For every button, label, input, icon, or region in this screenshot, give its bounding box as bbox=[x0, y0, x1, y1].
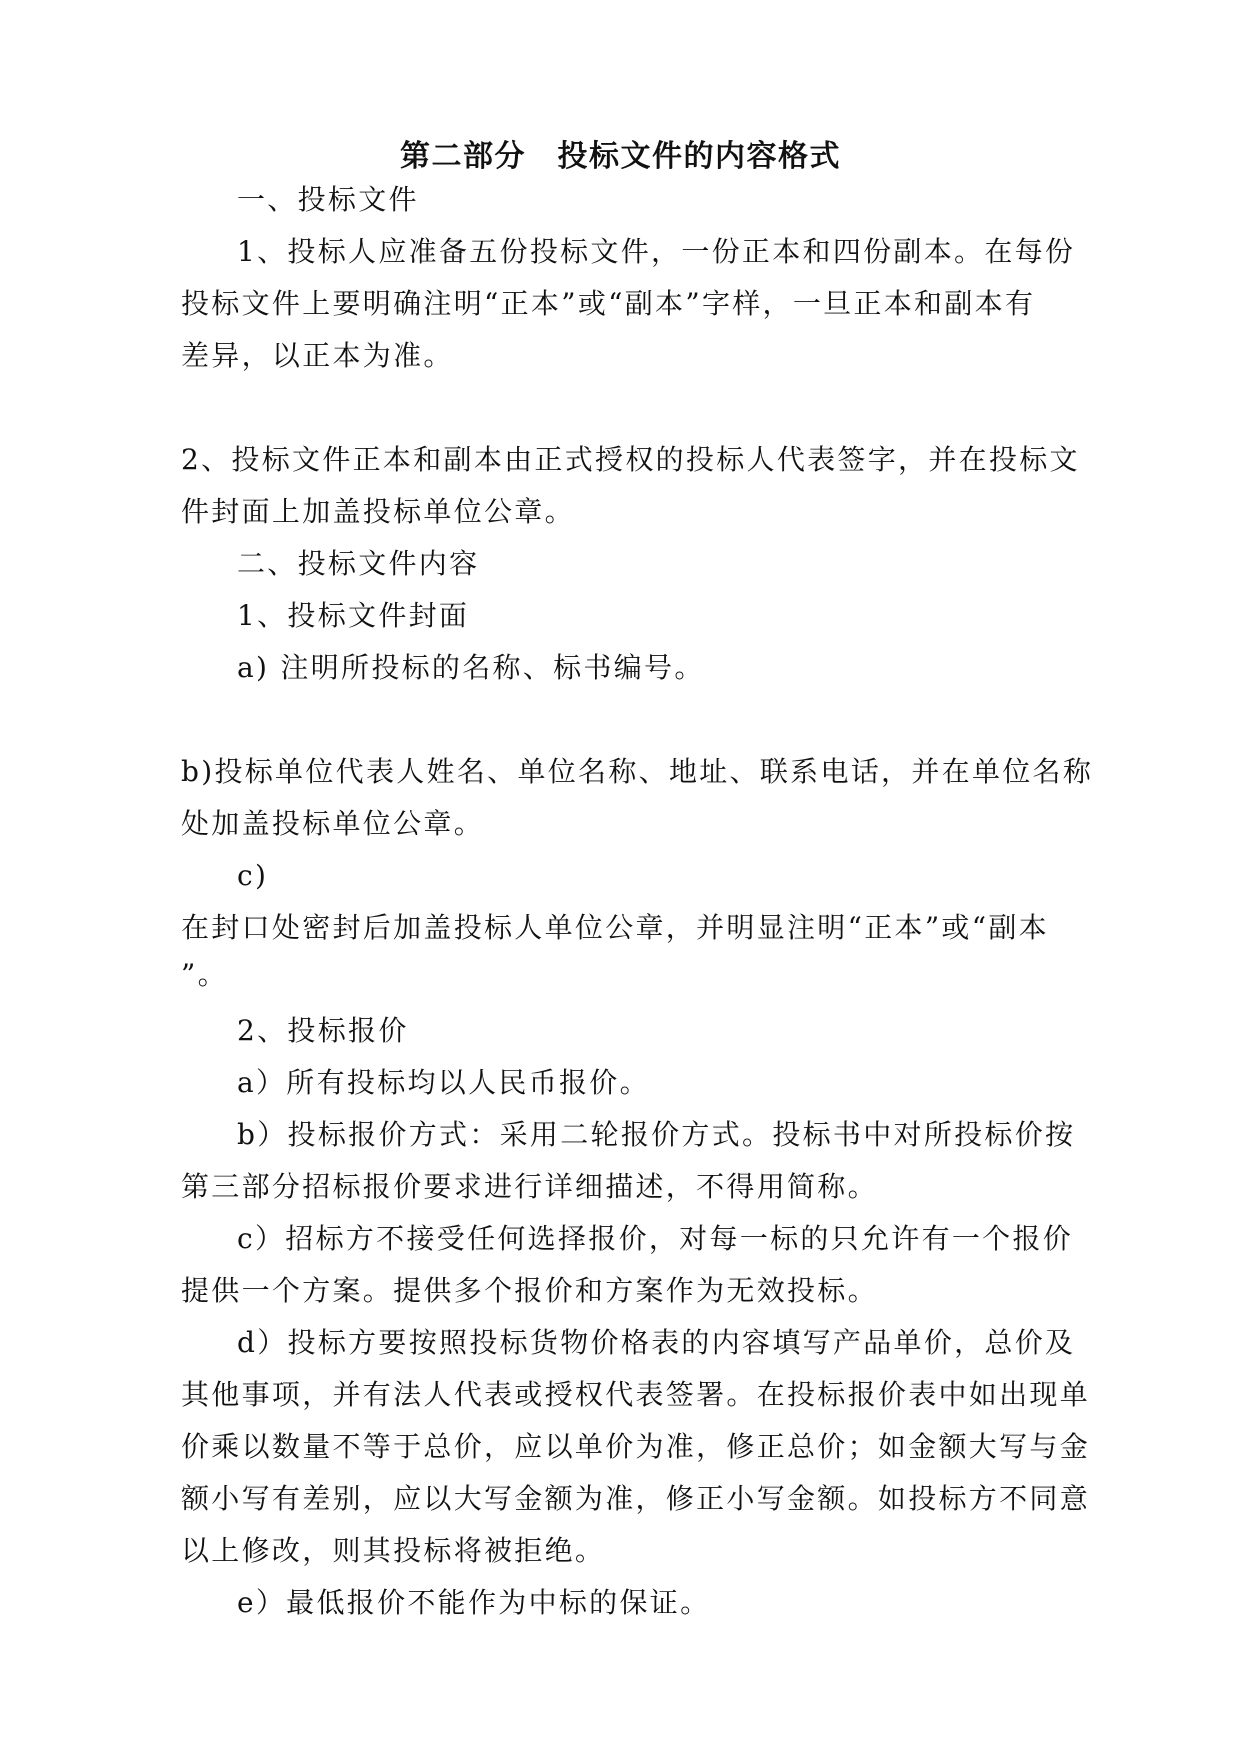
paragraph-line: e）最低报价不能作为中标的保证。 bbox=[237, 1586, 711, 1619]
paragraph-line: 额小写有差别，应以大写金额为准，修正小写金额。如投标方不同意 bbox=[181, 1482, 1091, 1515]
paragraph-line: 差异，以正本为准。 bbox=[181, 339, 454, 372]
paragraph-line: 提供一个方案。提供多个报价和方案作为无效投标。 bbox=[181, 1274, 878, 1307]
section-heading-bid-documents: 一、投标文件 bbox=[237, 183, 419, 216]
paragraph-line: b）投标报价方式：采用二轮报价方式。投标书中对所投标价按 bbox=[237, 1118, 1076, 1151]
paragraph-line: 2、投标文件正本和副本由正式授权的投标人代表签字，并在投标文 bbox=[181, 443, 1080, 476]
paragraph-line: ”。 bbox=[181, 958, 228, 991]
paragraph-line: 其他事项，并有法人代表或授权代表签署。在投标报价表中如出现单 bbox=[181, 1378, 1091, 1411]
paragraph-line: 投标文件上要明确注明“正本”或“副本”字样，一旦正本和副本有 bbox=[181, 287, 1036, 320]
paragraph-line: a) 注明所投标的名称、标书编号。 bbox=[237, 651, 705, 684]
paragraph-line: 处加盖投标单位公章。 bbox=[181, 807, 485, 840]
subsection-heading: 1、投标文件封面 bbox=[237, 599, 470, 632]
paragraph-line: 1、投标人应准备五份投标文件，一份正本和四份副本。在每份 bbox=[237, 235, 1076, 268]
paragraph-line: c）招标方不接受任何选择报价，对每一标的只允许有一个报价 bbox=[237, 1222, 1074, 1255]
paragraph-line: 在封口处密封后加盖投标人单位公章，并明显注明“正本”或“副本 bbox=[181, 911, 1049, 944]
subsection-heading: 2、投标报价 bbox=[237, 1014, 409, 1047]
paragraph-line: 价乘以数量不等于总价，应以单价为准，修正总价；如金额大写与金 bbox=[181, 1430, 1091, 1463]
paragraph-line: 以上修改，则其投标将被拒绝。 bbox=[181, 1534, 606, 1567]
paragraph-line: d）投标方要按照投标货物价格表的内容填写产品单价，总价及 bbox=[237, 1326, 1076, 1359]
section-heading-bid-contents: 二、投标文件内容 bbox=[237, 547, 480, 580]
paragraph-line: a）所有投标均以人民币报价。 bbox=[237, 1066, 650, 1099]
paragraph-line: 件封面上加盖投标单位公章。 bbox=[181, 495, 575, 528]
paragraph-line: 第三部分招标报价要求进行详细描述，不得用简称。 bbox=[181, 1170, 878, 1203]
paragraph-line: b)投标单位代表人姓名、单位名称、地址、联系电话，并在单位名称 bbox=[181, 755, 1094, 788]
page-title: 第二部分 投标文件的内容格式 bbox=[400, 139, 841, 174]
list-marker: c) bbox=[237, 859, 269, 892]
